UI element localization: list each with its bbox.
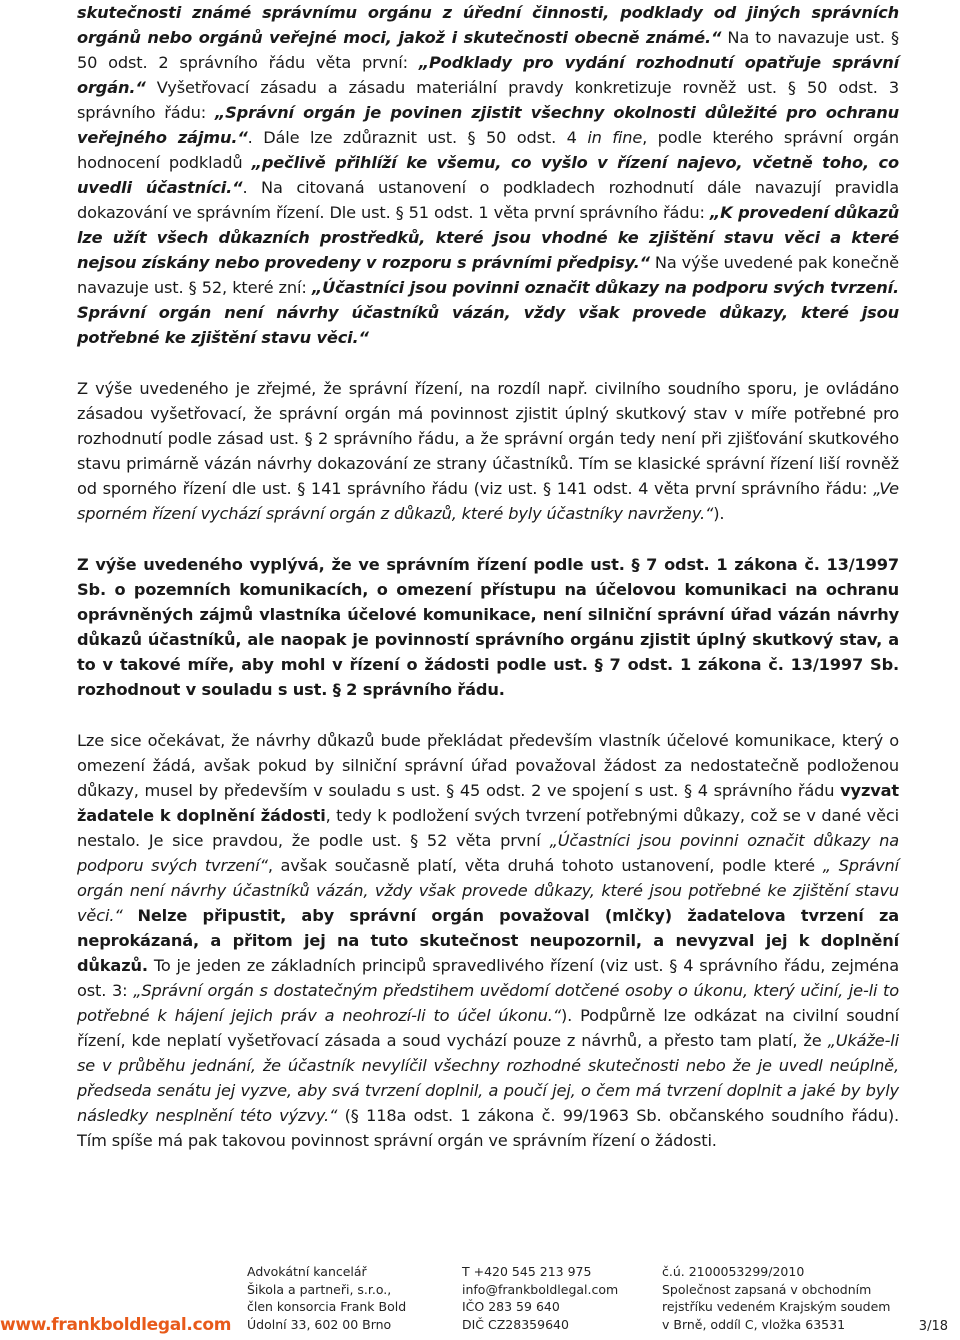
text-run: (§ 118a odst. 1 zákona č. 99/1963 Sb. občanského soudního řádu). Tím spíše má pak takovou povinnost správní orgán ve správním řízení o žádosti. [77, 1106, 899, 1150]
text-run: Lze sice očekávat, že návrhy důkazů bude překládat především vlastník účelové komunikace, který o omezení žádá, avšak pokud by silniční správní úřad považoval žádost za nedostatečně podloženou důkazy, musel by především v souladu s ust. § 45 odst. 2 ve spojení s ust. § 4 správního řádu [77, 731, 899, 800]
footer-phone: T +420 545 213 975 [462, 1264, 592, 1279]
text-run: , podle kterého správní orgán hodnocení podkladů [77, 128, 899, 172]
text-run: ). [713, 504, 725, 523]
text-run: To je jeden ze základních principů spravedlivého řízení (viz ust. § 4 správního řádu, zejména ost. 3: [77, 956, 899, 1000]
footer-contact [462, 1263, 618, 1333]
text-run: ). Podpůrně lze odkázat na civilní soudní řízení, kde neplatí vyšetřovací zásada a soud vychází pouze z návrhů, a přesto tam platí, že [77, 1006, 899, 1050]
paragraph [77, 0, 899, 350]
text-run: Na výše uvedené pak konečně navazuje ust. § 52, které zní: [77, 253, 899, 297]
footer-firm-address [247, 1263, 406, 1333]
footer-line: Advokátní kancelář [247, 1264, 367, 1279]
text-run: „Účastníci jsou povinni označit důkazy na podporu svých tvrzení“ [77, 831, 899, 875]
footer-website-link[interactable]: www.frankboldlegal.com [0, 1315, 232, 1335]
document-body [77, 0, 899, 1179]
text-run: skutečnosti známé správnímu orgánu z úřední činnosti, podklady od jiných správních orgánů nebo orgánů veřejné moci, jakož i skutečnosti obecně známé.“ [77, 3, 899, 47]
text-run: Z výše uvedeného je zřejmé, že správní řízení, na rozdíl např. civilního soudního sporu, je ovládáno zásadou vyšetřovací, že správní orgán má povinnost zjistit úplný skutkový stav v míře potřebné pro rozhodnutí podle zásad ust. § 2 správního řádu, a že správní orgán tedy není při zjišťování skutkového stavu primárně vázán návrhy dokazování ze strany účastníků. Tím se klasické správní řízení liší rovněž od sporného řízení dle ust. § 141 správního řádu (viz ust. § 141 odst. 4 věta první správního řádu: [77, 379, 899, 498]
footer-line: člen konsorcia Frank Bold [247, 1299, 407, 1314]
text-run: , tedy k podložení svých tvrzení potřebnými důkazy, což se v dané věci nestalo. Je sice pravdou, že podle ust. § 52 věta první [77, 806, 899, 850]
text-run: vyzvat žadatele k doplnění žádosti [77, 781, 899, 825]
footer-dic: DIČ CZ28359640 [462, 1316, 569, 1332]
text-run: „Správní orgán s dostatečným předstihem uvědomí dotčené osoby o úkonu, který učiní, je-li to potřebné k hájení jejich práv a neohrozí-li to účel úkonu.“ [77, 981, 899, 1025]
page-footer [0, 1263, 960, 1340]
page-number: 3/18 [918, 1319, 948, 1334]
paragraph [77, 376, 899, 526]
footer-ico: IČO 283 59 640 [462, 1299, 560, 1314]
text-run: in fine [587, 128, 643, 147]
paragraph [77, 728, 899, 1153]
text-run: . Dále lze zdůraznit ust. § 50 odst. 4 [247, 128, 588, 147]
text-run: Na to navazuje ust. § 50 odst. 2 správního řádu věta první: [77, 28, 899, 72]
footer-line: Šikola a partneři, s.r.o., [247, 1281, 392, 1297]
text-run: Z výše uvedeného vyplývá, že ve správním řízení podle ust. § 7 odst. 1 zákona č. 13/1997 Sb. o pozemních komunikacích, o omezení přístupu na účelovou komunikaci na ochranu oprávněných zájmů vlastníka účelové komunikace, není silniční správní úřad vázán návrhy důkazů účastníků, ale naopak je povinností správního orgánu zjistit úplný skutkový stav, a to v takové míře, aby mohl v řízení o žádosti podle ust. § 7 odst. 1 zákona č. 13/1997 Sb. rozhodnout v souladu s ust. § 2 správního řádu. [77, 555, 899, 699]
text-run: „Účastníci jsou povinni označit důkazy na podporu svých tvrzení. Správní orgán není návrhy účastníků vázán, vždy však provede důkazy, které jsou potřebné ke zjištění stavu věci.“ [77, 278, 899, 347]
text-run: „Správní orgán je povinen zjistit všechny okolnosti důležité pro ochranu veřejného zájmu.“ [77, 103, 899, 147]
text-run: „K provedení důkazů lze užít všech důkazních prostředků, které jsou vhodné ke zjištění stavu věci a které nejsou získány nebo provedeny v rozporu s právními předpisy.“ [77, 203, 900, 272]
text-run: „ Správní orgán není návrhy účastníků vázán, vždy však provede důkazy, které jsou potřebné ke zjištění stavu věci.“ [77, 856, 899, 925]
footer-line: v Brně, oddíl C, vložka 63531 [662, 1316, 846, 1332]
text-run: Nelze připustit, aby správní orgán považoval (mlčky) žadatelova tvrzení za neprokázaná, a přitom jej na tuto skutečnost neupozornil, a nevyzval jej k doplnění důkazů. [77, 906, 900, 975]
text-run: „Podklady pro vydání rozhodnutí opatřuje správní orgán.“ [77, 53, 899, 97]
text-run: „pečlivě přihlíží ke všemu, co vyšlo v řízení najevo, včetně toho, co uvedli účastníci.“ [77, 153, 899, 197]
text-run: „Ukáže-li se v průběhu jednání, že účastník nevylíčil všechny rozhodné skutečnosti nebo že je uvedl neúplně, předseda senátu jej vyzve, aby svá tvrzení doplnil, a poučí jej, o čem má tvrzení doplnit a jaké by byly následky nesplnění této výzvy.“ [77, 1031, 899, 1125]
paragraph [77, 552, 899, 702]
text-run [123, 906, 138, 925]
text-run: , avšak současně platí, věta druhá tohoto ustanovení, podle které [267, 856, 823, 875]
footer-email[interactable]: info@frankboldlegal.com [462, 1281, 619, 1297]
footer-registration [662, 1263, 891, 1333]
footer-line: Údolní 33, 602 00 Brno [247, 1316, 392, 1332]
footer-line: rejstříku vedeném Krajským soudem [662, 1299, 891, 1314]
text-run: „Ve sporném řízení vychází správní orgán z důkazů, které byly účastníky navrženy.“ [77, 479, 899, 523]
text-run: . Na citovaná ustanovení o podkladech rozhodnutí dále navazují pravidla dokazování ve správním řízení. Dle ust. § 51 odst. 1 věta první správního řádu: [77, 178, 899, 222]
footer-line: č.ú. 2100053299/2010 [662, 1264, 805, 1279]
text-run: Vyšetřovací zásadu a zásadu materiální pravdy konkretizuje rovněž ust. § 50 odst. 3 správního řádu: [77, 78, 899, 122]
footer-line: Společnost zapsaná v obchodním [662, 1281, 872, 1297]
